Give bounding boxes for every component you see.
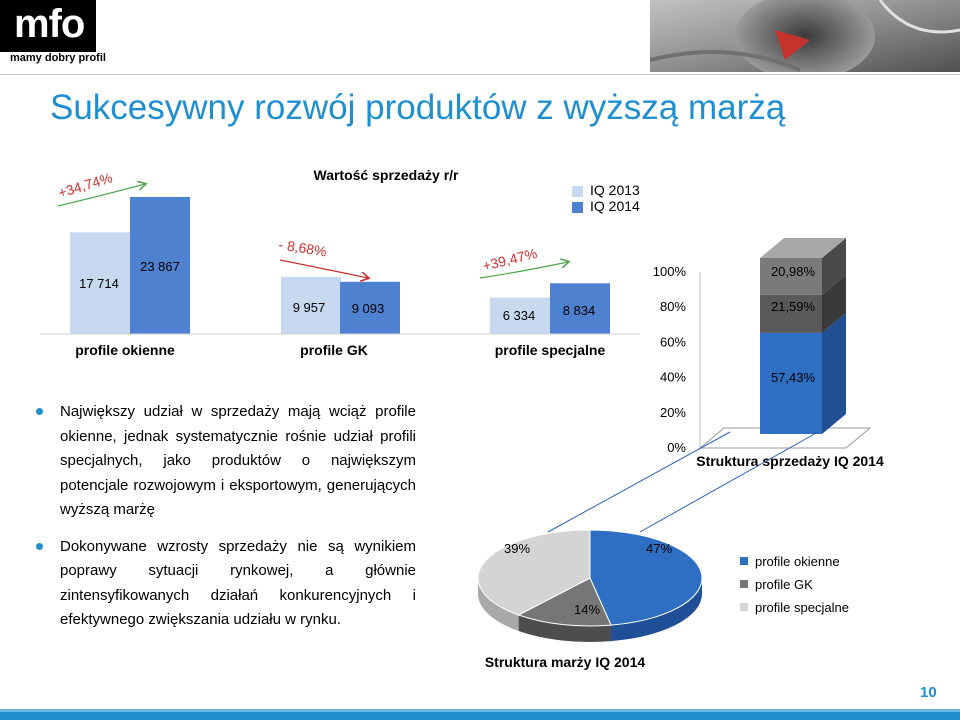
footer-bar: [0, 709, 960, 720]
bullet-dot-icon: [36, 408, 43, 415]
stack-ytick-1: 20%: [659, 404, 686, 420]
growth-label-specjalne: +39,47%: [480, 244, 539, 274]
growth-arrow-gk: [280, 260, 368, 278]
bar-value-label-q2014-1: 9 093: [351, 301, 385, 316]
pie-label-specjalne: 39%: [504, 541, 531, 556]
legend-swatch-q2013: [572, 186, 583, 197]
growth-label-okienne: +34,74%: [56, 169, 115, 201]
margin-structure-title: Struktura marży IQ 2014: [484, 654, 646, 670]
pie-legend-swatch-gk: [740, 580, 748, 588]
category-label-okienne: profile okienne: [75, 342, 175, 358]
category-label-gk: profile GK: [300, 342, 368, 358]
legend-label-q2013: IQ 2013: [590, 182, 640, 198]
margin-structure-chart: [478, 530, 849, 670]
pie-label-gk: 14%: [574, 602, 601, 617]
bar-value-label-q2013-2: 6 334: [502, 308, 536, 323]
pie-legend-swatch-okienne: [740, 557, 748, 565]
bullet-dot-icon: [36, 543, 43, 550]
stack-ytick-4: 80%: [659, 299, 686, 315]
pie-label-okienne: 47%: [646, 541, 673, 556]
pie-legend-label-specjalne: profile specjalne: [755, 600, 849, 615]
stack-ytick-3: 60%: [659, 334, 686, 350]
sales-chart-title: Wartość sprzedaży r/r: [313, 167, 459, 183]
stack-value-label-1: 21,59%: [770, 299, 816, 314]
structure-sales-title: Struktura sprzedaży IQ 2014: [696, 453, 884, 469]
structure-sales-chart: [653, 238, 884, 469]
pie-legend-swatch-specjalne: [740, 603, 748, 611]
sales-value-chart: [40, 167, 640, 358]
category-label-specjalne: profile specjalne: [494, 342, 606, 358]
bullet-list: [36, 400, 416, 645]
bar-value-label-q2014-2: 8 834: [562, 303, 596, 318]
bullet-item: [36, 535, 416, 633]
legend-swatch-q2014: [572, 202, 583, 213]
connector-line-left: [548, 432, 730, 532]
bar-value-label-q2014-0: 23 867: [140, 259, 180, 274]
stack-segment-side-0: [822, 313, 846, 434]
page-title: Sukcesywny rozwój produktów z wyższą marżą: [50, 88, 786, 127]
bullet-text: Dokonywane wzrosty sprzedaży nie są wynikiem poprawy sytuacji rynkowej, a głównie zintensyfikowanych działań konkurencyjnych i efektywnego zwiększania udziału w rynku.: [60, 537, 416, 628]
bar-value-label-q2013-1: 9 957: [292, 300, 326, 315]
growth-label-gk: - 8,68%: [277, 236, 328, 260]
bullet-text: Największy udział w sprzedaży mają wciąż profile okienne, jednak systematycznie rośnie udział profili specjalnych, jako produktów o największym potencjale rozwojowym i eksportowym, generujących wyższą marżę: [60, 403, 416, 518]
page-number: 10: [920, 684, 937, 701]
legend-label-q2014: IQ 2014: [590, 198, 640, 214]
stack-ytick-2: 40%: [659, 369, 686, 385]
stack-ytick-0: 0%: [667, 440, 686, 455]
logo-text: mfo: [14, 2, 85, 46]
pie-legend-label-okienne: profile okienne: [755, 554, 840, 569]
stack-value-label-0: 57,43%: [770, 370, 816, 385]
stack-ytick-5: 100%: [652, 264, 686, 279]
stack-value-label-2: 20,98%: [770, 264, 816, 279]
logo-tagline: mamy dobry profil: [10, 52, 106, 64]
bar-value-label-q2013-0: 17 714: [79, 276, 119, 291]
bullet-item: [36, 400, 416, 523]
pie-legend-label-gk: profile GK: [755, 577, 813, 592]
